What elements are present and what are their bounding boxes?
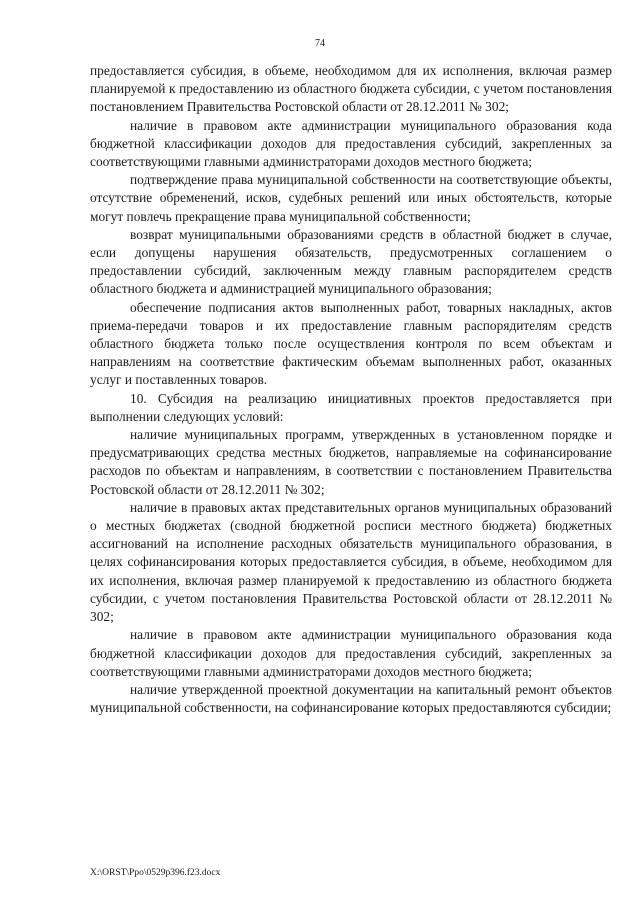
paragraph-3: подтверждение права муниципальной собственности на соответствующие объекты, отсутствие обременений, исков, судебных решений или иных обстоятельств, которые могут повлечь прекращение права муниципальной собственности; — [90, 172, 612, 224]
paragraph-1: предоставляется субсидия, в объеме, необходимом для их исполнения, включая размер планируемой к предоставлению из областного бюджета субсидии, с учетом постановления постановлением Правительства Ростовской области от 28.12.2011 № 302; — [90, 63, 612, 115]
paragraph-6: 10. Субсидия на реализацию инициативных проектов предоставляется при выполнении следующих условий: — [90, 390, 612, 424]
paragraph-5: обеспечение подписания актов выполненных работ, товарных накладных, актов приема-передачи товаров и их предоставление главным распорядителям средств областного бюджета только после осуществления контроля по всем объектам и направлениям на соответствие фактическим объемам выполненных работ, оказанных услуг и поставленных товаров. — [90, 299, 612, 388]
document-body — [90, 62, 612, 717]
paragraph-4: возврат муниципальными образованиями средств в областной бюджет в случае, если допущены нарушения обязательств, предусмотренных соглашением о предоставлении субсидий, заключенным между главным распорядителем средств областного бюджета и администрацией муниципального образования; — [90, 226, 612, 297]
paragraph-7: наличие муниципальных программ, утвержденных в установленном порядке и предусматривающих средства местных бюджетов, направляемые на софинансирование расходов по объектам и направлениям, в соответствии с постановлением Правительства Ростовской области от 28.12.2011 № 302; — [90, 427, 612, 497]
paragraph-10: наличие утвержденной проектной документации на капитальный ремонт объектов муниципальной собственности, на софинансирование которых предоставляются субсидии; — [90, 681, 612, 716]
paragraph-2: наличие в правовом акте администрации муниципального образования кода бюджетной классификации доходов для предоставления субсидий, закрепленных за соответствующими главными администраторами доходов местного бюджета; — [90, 117, 612, 170]
file-path-footer: X:\ORST\Ppo\0529p396.f23.docx — [90, 868, 221, 878]
page-number: 74 — [315, 38, 325, 49]
paragraph-9: наличие в правовом акте администрации муниципального образования кода бюджетной классификации доходов для предоставления субсидий, закрепленных за соответствующими главными администраторами доходов местного бюджета; — [90, 627, 612, 679]
paragraph-8: наличие в правовых актах представительных органов муниципальных образований о местных бюджетах (сводной бюджетной росписи местного бюджета) бюджетных ассигнований на исполнение расходных обязательств муниципального образования, в целях софинансирования которых предоставляется субсидия, в объеме, необходимом для их исполнения, включая размер планируемой к предоставлению из областного бюджета субсидии, с учетом постановления Правительства Ростовской области от 28.12.2011 № 302; — [90, 499, 612, 625]
